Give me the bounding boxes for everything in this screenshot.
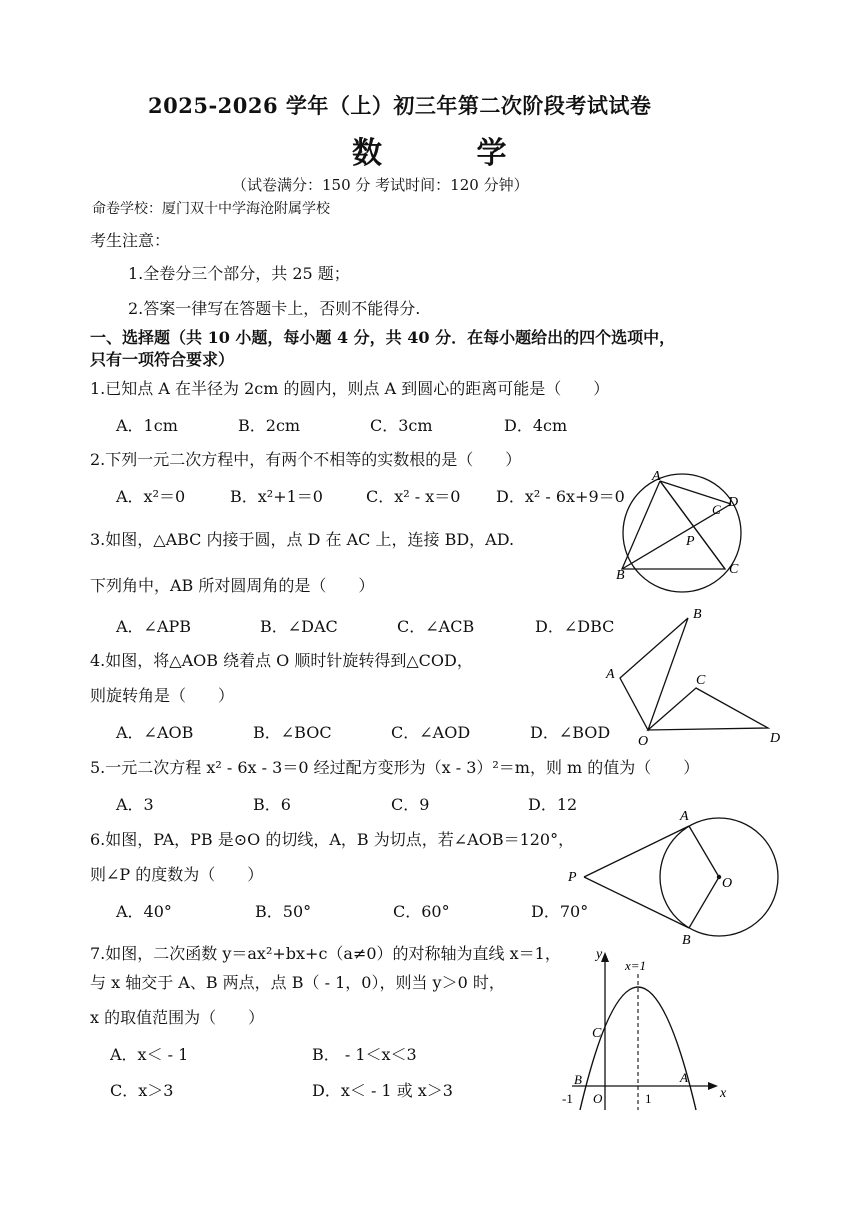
- label-a: A: [652, 469, 661, 484]
- question-stem: 7.如图，二次函数 y＝ax²+bx+c（a≠0）的对称轴为直线 x＝1，: [90, 944, 561, 963]
- radius-oa: [689, 826, 719, 877]
- question-stem-cont: 则旋转角是（ ）: [90, 686, 235, 705]
- subject-title: 数 学: [352, 136, 549, 171]
- question-stem-cont: 下列角中，AB 所对圆周角的是（ ）: [90, 576, 375, 595]
- option-d: D．x² - 6x+9＝0: [496, 487, 625, 506]
- figure-q4-rotation: [600, 600, 790, 748]
- x-axis-arrow: [708, 1082, 718, 1090]
- option-c: C．60°: [393, 902, 450, 921]
- radius-ob: [689, 877, 719, 928]
- label-b: B: [574, 1072, 582, 1087]
- option-b: B．x²+1＝0: [230, 487, 323, 506]
- triangle-cod: [648, 688, 768, 730]
- label-o: O: [722, 876, 733, 891]
- label-b: B: [682, 933, 691, 948]
- option-d: D．4cm: [504, 416, 568, 435]
- label-o: O: [638, 734, 649, 748]
- option-c: C．∠ACB: [397, 617, 475, 636]
- section-heading-cont: 只有一项符合要求）: [90, 350, 235, 369]
- option-a: A．3: [116, 795, 154, 814]
- option-d: D．70°: [531, 902, 589, 921]
- exam-meta: （试卷满分：150 分 考试时间：120 分钟）: [232, 176, 529, 194]
- option-b: B．6: [253, 795, 291, 814]
- figure-q7-parabola: [560, 940, 740, 1115]
- option-c: C．x＞3: [110, 1081, 174, 1100]
- option-a: A．40°: [116, 902, 172, 921]
- school-line: 命卷学校：厦门双十中学海沧附属学校: [92, 201, 330, 217]
- notice-heading: 考生注意：: [90, 231, 171, 250]
- tangent-pa: [584, 826, 689, 877]
- option-a: A．∠APB: [116, 617, 192, 636]
- question-stem-cont: x 的取值范围为（ ）: [90, 1008, 265, 1027]
- label-c: C: [592, 1026, 602, 1041]
- label-d: D: [728, 495, 739, 510]
- option-b: B．∠DAC: [260, 617, 338, 636]
- option-c: C．9: [391, 795, 430, 814]
- option-c: C．∠AOD: [391, 723, 471, 742]
- option-d: D．∠BOD: [530, 723, 611, 742]
- label-minus-1: -1: [562, 1091, 573, 1106]
- question-stem: 4.如图，将△AOB 绕着点 O 顺时针旋转得到△COD，: [90, 651, 473, 670]
- center-point: [717, 875, 721, 879]
- question-stem: 5.一元二次方程 x² - 6x - 3＝0 经过配方变形为（x - 3）²＝m，则 m 的值为（ ）: [90, 758, 700, 777]
- option-b: B．2cm: [238, 416, 301, 435]
- option-b: B．50°: [255, 902, 312, 921]
- notice-item: 2.答案一律写在答题卡上，否则不能得分.: [128, 299, 421, 318]
- triangle-aob: [620, 618, 688, 730]
- figure-q3-circle: [608, 466, 758, 600]
- question-stem-cont: 与 x 轴交于 A、B 两点，点 B（ - 1，0），则当 y＞0 时，: [90, 973, 505, 992]
- label-c: C: [696, 673, 706, 688]
- label-p: P: [686, 534, 695, 549]
- label-d: D: [770, 731, 781, 746]
- label-1: 1: [645, 1091, 652, 1106]
- option-a: A．x²＝0: [116, 487, 186, 506]
- option-a: A．x＜ - 1: [110, 1045, 189, 1064]
- exam-title: 2025-2026 学年（上）初三年第二次阶段考试试卷: [148, 93, 652, 118]
- option-b: B．∠BOC: [253, 723, 332, 742]
- figure-q6-tangents: [560, 804, 790, 950]
- option-a: A．∠AOB: [116, 723, 194, 742]
- label-x: x: [720, 1086, 727, 1101]
- label-c: C: [729, 562, 739, 577]
- question-stem-cont: 则∠P 的度数为（ ）: [90, 865, 264, 884]
- option-d: D．∠DBC: [535, 617, 615, 636]
- notice-item: 1.全卷分三个部分，共 25 题；: [128, 264, 350, 283]
- label-x-equals-1: x=1: [625, 958, 647, 973]
- label-b: B: [693, 607, 702, 622]
- label-a: A: [606, 667, 615, 682]
- label-p: P: [568, 870, 577, 885]
- option-b: B． - 1＜x＜3: [312, 1045, 417, 1064]
- question-stem: 6.如图，PA，PB 是⊙O 的切线，A，B 为切点，若∠AOB＝120°，: [90, 830, 575, 849]
- question-stem: 1.已知点 A 在半径为 2cm 的圆内，则点 A 到圆心的距离可能是（ ）: [90, 379, 610, 398]
- tangent-pb: [584, 877, 689, 928]
- label-a: A: [680, 809, 689, 824]
- question-stem: 2.下列一元二次方程中，有两个不相等的实数根的是（ ）: [90, 450, 522, 469]
- option-d: D．12: [528, 795, 578, 814]
- label-c-upper: C: [712, 502, 721, 517]
- option-a: A．1cm: [116, 416, 178, 435]
- option-c: C．3cm: [370, 416, 433, 435]
- label-o: O: [593, 1091, 603, 1106]
- segment-ad: [660, 481, 731, 504]
- option-c: C．x² - x＝0: [366, 487, 461, 506]
- label-a: A: [680, 1070, 688, 1085]
- label-y: y: [596, 947, 603, 962]
- segment-ac: [660, 481, 725, 569]
- option-d: D．x＜ - 1 或 x＞3: [312, 1081, 453, 1100]
- question-stem: 3.如图，△ABC 内接于圆，点 D 在 AC 上，连接 BD，AD.: [90, 530, 515, 549]
- label-b: B: [616, 568, 625, 583]
- section-heading: 一、选择题（共 10 小题，每小题 4 分，共 40 分．在每小题给出的四个选项中，: [90, 328, 676, 347]
